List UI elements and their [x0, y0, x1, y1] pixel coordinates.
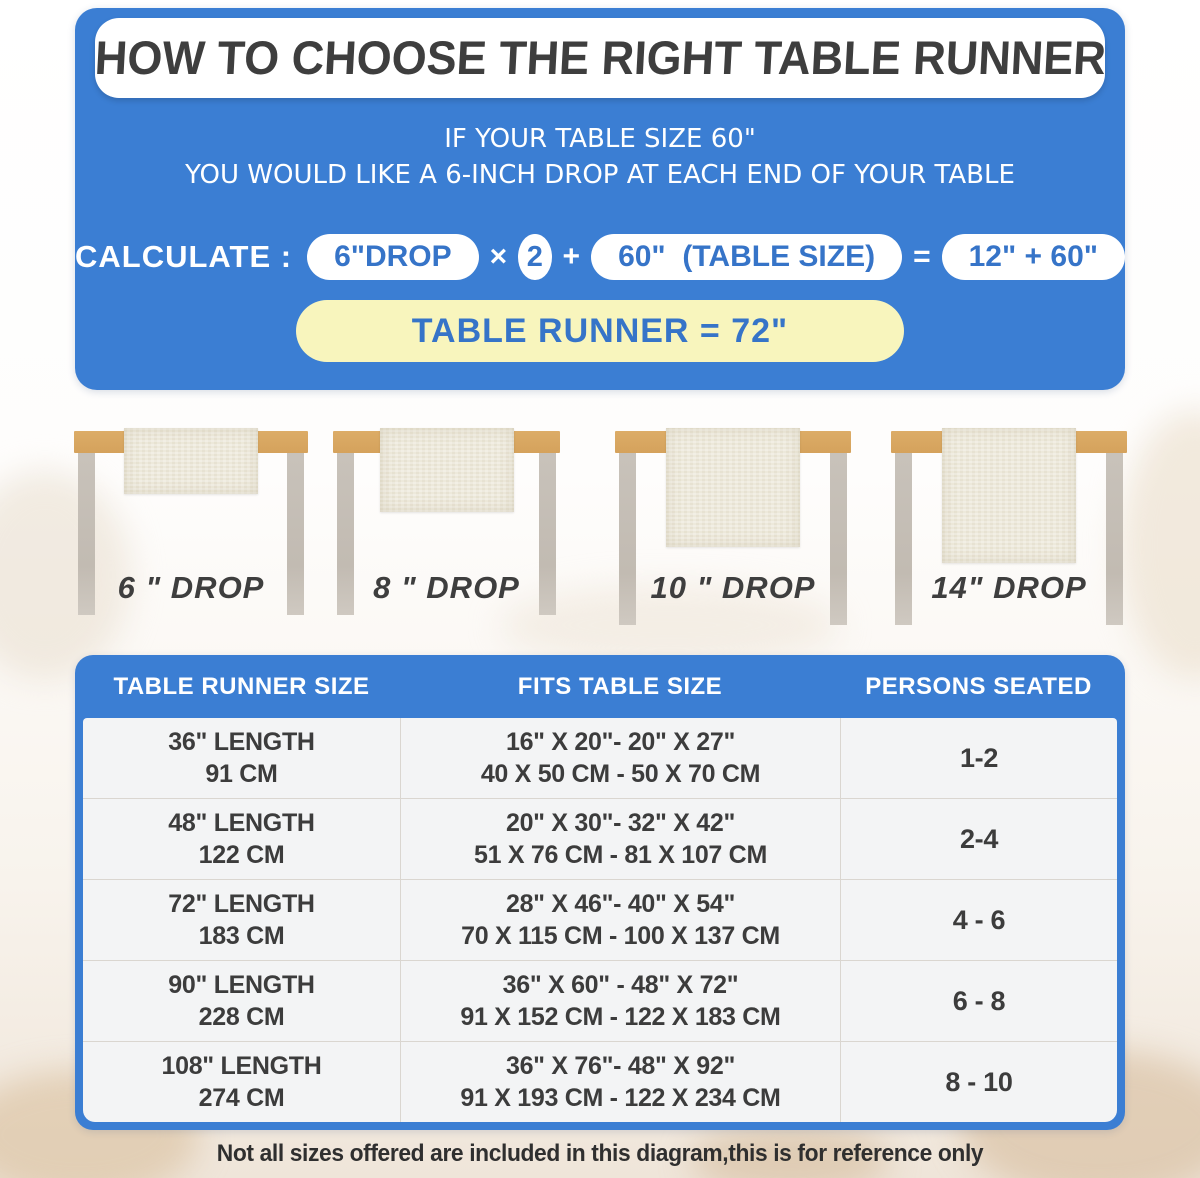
fits-size-cm: 91 X 193 CM - 122 X 234 CM [460, 1083, 781, 1112]
drop-figure-14in [891, 428, 1127, 648]
hero-panel [75, 8, 1125, 390]
runner-cloth [380, 428, 514, 512]
column-header-fits: FITS TABLE SIZE [517, 672, 723, 700]
footnote: Not all sizes offered are included in this diagram,this is for reference only [216, 1140, 984, 1167]
table-row [83, 798, 1117, 879]
equals-operator: = [913, 240, 931, 273]
drop-figure-8in [333, 428, 560, 648]
runner-size-inches: 36" LENGTH [168, 727, 315, 756]
runner-size-inches: 108" LENGTH [161, 1051, 322, 1080]
cell-runner-size [83, 718, 400, 798]
size-chart-body [83, 718, 1117, 1122]
column-header-persons: PERSONS SEATED [865, 672, 1092, 700]
title-banner [95, 18, 1105, 98]
fits-size-inches: 16" X 20"- 20" X 27" [505, 727, 736, 756]
fits-size-cm: 91 X 152 CM - 122 X 183 CM [460, 1002, 781, 1031]
fits-size-inches: 20" X 30"- 32" X 42" [505, 808, 736, 837]
column-header-runner-size: TABLE RUNNER SIZE [113, 672, 370, 700]
subtitle-line-1: IF YOUR TABLE SIZE 60" [444, 124, 756, 154]
table-row [83, 879, 1117, 960]
drop-label: 10 " DROP [650, 570, 816, 605]
cell-fits-size [400, 1042, 840, 1122]
plus-operator: + [562, 240, 581, 273]
table-row [83, 1041, 1117, 1122]
fits-size-inches: 28" X 46"- 40" X 54" [505, 889, 736, 918]
cell-runner-size [83, 961, 400, 1041]
runner-size-inches: 48" LENGTH [168, 808, 315, 837]
multiplier-badge: 2 [518, 234, 551, 280]
drop-figure-6in [74, 428, 308, 648]
table-row [83, 960, 1117, 1041]
runner-size-cm: 122 CM [198, 840, 285, 869]
subtitle-line-2: YOU WOULD LIKE A 6-INCH DROP AT EACH END OF YOUR TABLE [185, 160, 1015, 190]
page-title: HOW TO CHOOSE THE RIGHT TABLE RUNNER [93, 30, 1107, 85]
fits-size-cm: 51 X 76 CM - 81 X 107 CM [474, 840, 767, 869]
drop-pill: 6"DROP [307, 234, 479, 280]
table-size-pill: 60" (TABLE SIZE) [591, 234, 902, 280]
cell-fits-size [400, 718, 840, 798]
cell-persons: 6 - 8 [840, 961, 1117, 1041]
calculate-label: CALCULATE : [75, 239, 293, 274]
runner-size-cm: 91 CM [205, 759, 278, 788]
size-chart-header [83, 655, 1117, 718]
drop-label: 6 " DROP [117, 570, 265, 605]
fits-size-inches: 36" X 76"- 48" X 92" [505, 1051, 736, 1080]
cell-runner-size [83, 1042, 400, 1122]
cell-runner-size [83, 880, 400, 960]
cell-fits-size [400, 799, 840, 879]
sum-pill: 12" + 60" [942, 234, 1125, 280]
fits-size-cm: 40 X 50 CM - 50 X 70 CM [480, 759, 761, 788]
runner-size-cm: 228 CM [198, 1002, 285, 1031]
cell-fits-size [400, 961, 840, 1041]
cell-persons: 4 - 6 [840, 880, 1117, 960]
cell-persons: 2-4 [840, 799, 1117, 879]
drop-examples-section [0, 428, 1200, 648]
runner-size-cm: 274 CM [198, 1083, 285, 1112]
runner-size-inches: 72" LENGTH [168, 889, 315, 918]
runner-size-cm: 183 CM [198, 921, 285, 950]
fits-size-cm: 70 X 115 CM - 100 X 137 CM [461, 921, 780, 950]
runner-cloth [942, 428, 1076, 563]
calculation-row [75, 234, 1125, 280]
drop-figure-10in [615, 428, 851, 648]
cell-runner-size [83, 799, 400, 879]
cell-persons: 1-2 [840, 718, 1117, 798]
runner-cloth [666, 428, 800, 547]
fits-size-inches: 36" X 60" - 48" X 72" [502, 970, 739, 999]
runner-size-inches: 90" LENGTH [168, 970, 315, 999]
cell-fits-size [400, 880, 840, 960]
cell-persons: 8 - 10 [840, 1042, 1117, 1122]
drop-label: 14" DROP [931, 570, 1087, 605]
size-chart-panel [75, 655, 1125, 1130]
drop-label: 8 " DROP [373, 570, 520, 605]
multiply-operator: × [489, 240, 508, 273]
runner-cloth [124, 428, 258, 494]
result-pill: TABLE RUNNER = 72" [296, 300, 904, 362]
table-row [83, 718, 1117, 798]
